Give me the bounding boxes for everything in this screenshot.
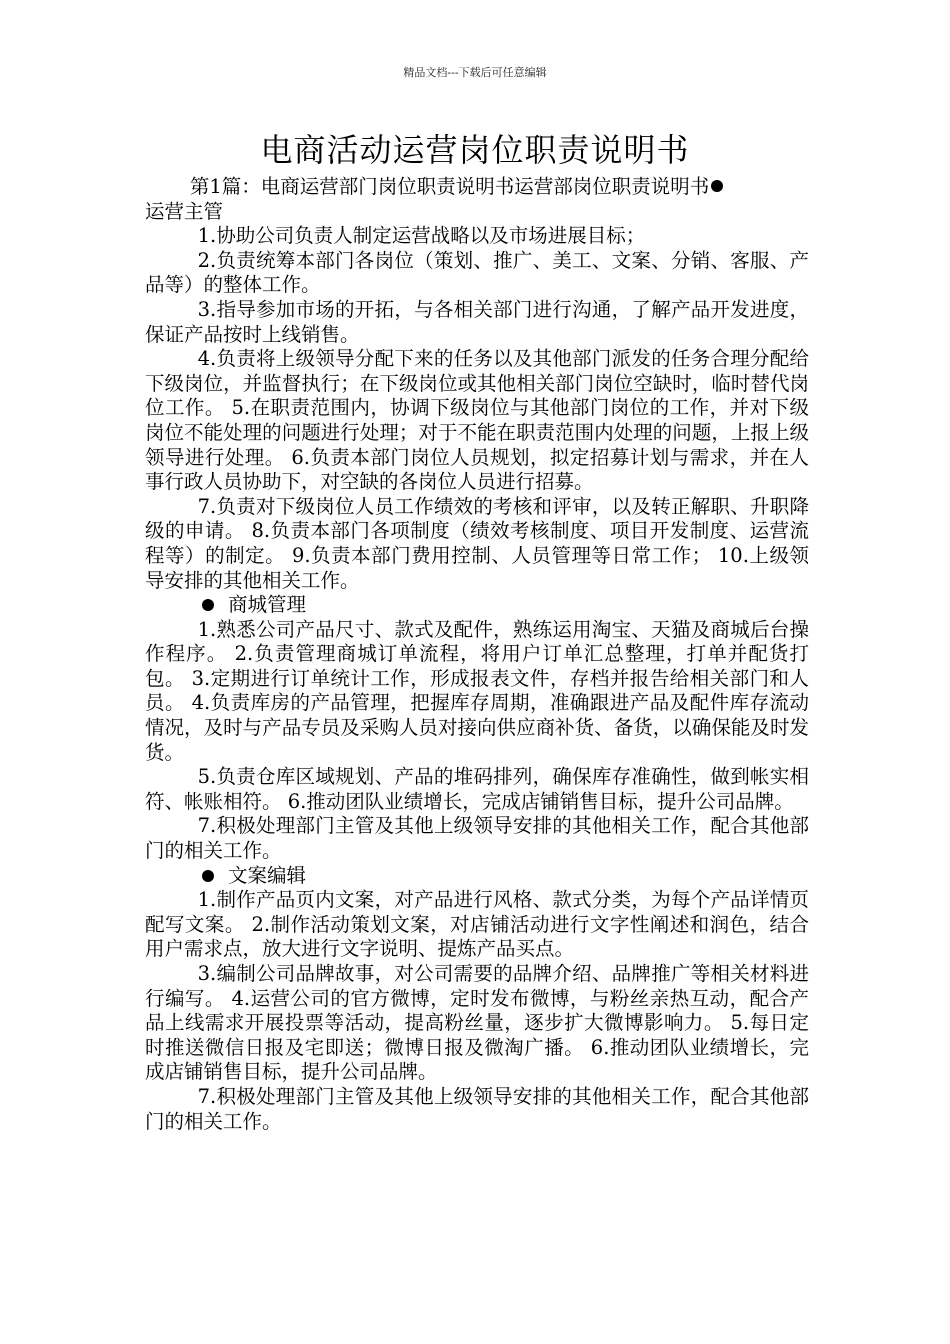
paragraph: 1.制作产品页内文案，对产品进行风格、款式分类，为每个产品详情页配写文案。 2.制作活动策划文案，对店铺活动进行文字性阐述和润色，结合用户需求点，放大进行文字说明、提炼产品买点。 (145, 888, 809, 961)
intro-text: 第1篇：电商运营部门岗位职责说明书运营部岗位职责说明书 (189, 175, 710, 198)
paragraph: 7.积极处理部门主管及其他上级领导安排的其他相关工作，配合其他部门的相关工作。 (145, 814, 809, 863)
paragraph: 3.编制公司品牌故事，对公司需要的品牌介绍、品牌推广等相关材料进行编写。 4.运营公司的官方微博，定时发布微博，与粉丝亲热互动，配合产品上线需求开展投票等活动，提高粉丝量，逐步扩大微博影响力。 5.每日定时推送微信日报及宅即送；微博日报及微淘广播。 6.推动团队业绩增长，完成店铺销售目标，提升公司品牌。 (145, 962, 809, 1084)
paragraph: 4.负责将上级领导分配下来的任务以及其他部门派发的任务合理分配给下级岗位，并监督执行；在下级岗位或其他相关部门岗位空缺时，临时替代岗位工作。 5.在职责范围内，协调下级岗位与其他部门岗位的工作，并对下级岗位不能处理的问题进行处理；对于不能在职责范围内处理的问题，上报上级领导进行处理。 6.负责本部门岗位人员规划，拟定招募计划与需求，并在人事行政人员协助下，对空缺的各岗位人员进行招募。 (145, 347, 809, 494)
intro-subheading: 运营主管 (145, 199, 224, 223)
section-heading-text: 文案编辑 (228, 863, 307, 887)
paragraph: 1.熟悉公司产品尺寸、款式及配件，熟练运用淘宝、天猫及商城后台操作程序。 2.负责管理商城订单流程，将用户订单汇总整理，打单并配货打包。 3.定期进行订单统计工作，形成报表文件，存档并报告给相关部门和人员。 4.负责库房的产品管理，把握库存周期，准确跟进产品及配件库存流动情况，及时与产品专员及采购人员对接向供应商补货、备货，以确保能及时发货。 (145, 617, 809, 764)
paragraph: 5.负责仓库区域规划、产品的堆码排列，确保库存准确性，做到帐实相符、帐账相符。 6.推动团队业绩增长，完成店铺销售目标，提升公司品牌。 (145, 765, 809, 813)
bullet-icon (202, 599, 214, 611)
section-heading-mall (145, 593, 809, 618)
paragraph: 1.协助公司负责人制定运营战略以及市场进展目标； (197, 224, 646, 248)
intro-paragraph (145, 175, 809, 224)
section-heading-copywriting (145, 864, 809, 889)
section-heading-text: 商城管理 (228, 593, 307, 617)
paragraph: 3.指导参加市场的开拓，与各相关部门进行沟通，了解产品开发进度，保证产品按时上线销售。 (145, 297, 809, 346)
paragraph: 2.负责统筹本部门各岗位（策划、推广、美工、文案、分销、客服、产品等）的整体工作。 (145, 248, 809, 297)
bullet-icon (711, 180, 723, 192)
document-title: 电商活动运营岗位职责说明书 (260, 131, 690, 169)
document-body (145, 175, 809, 1134)
paragraph: 7.积极处理部门主管及其他上级领导安排的其他相关工作，配合其他部门的相关工作。 (145, 1084, 809, 1133)
bullet-icon (202, 870, 214, 882)
page-header: 精品文档---下载后可任意编辑 (403, 66, 547, 79)
paragraph: 7.负责对下级岗位人员工作绩效的考核和评审，以及转正解职、升职降级的申请。 8.负责本部门各项制度（绩效考核制度、项目开发制度、运营流程等）的制定。 9.负责本部门费用控制、人员管理等日常工作； 10.上级领导安排的其他相关工作。 (145, 494, 809, 592)
